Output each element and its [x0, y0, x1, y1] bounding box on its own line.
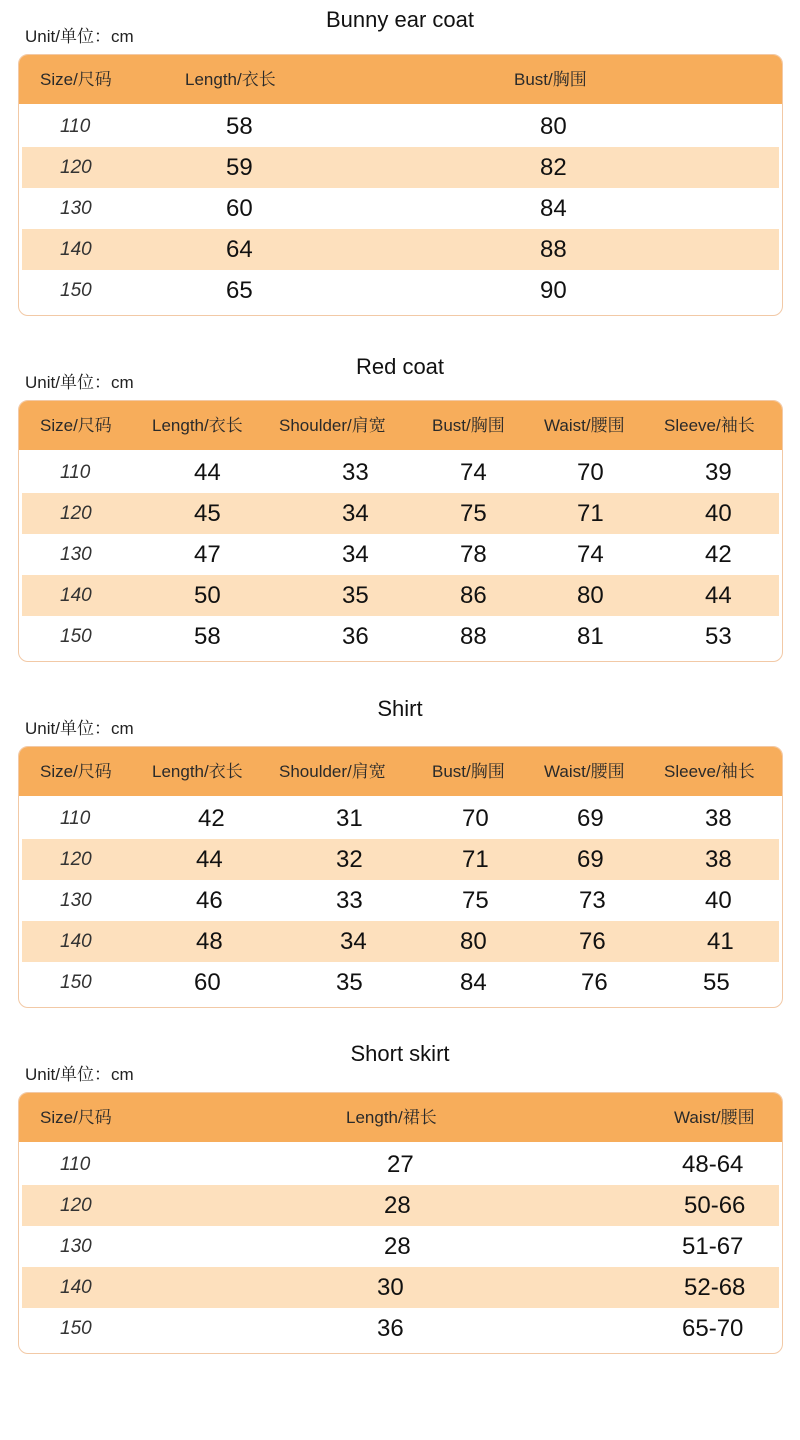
cell-sleeve: 40 [705, 887, 732, 914]
header-sleeve: Sleeve/袖长 [664, 762, 755, 781]
table-row [22, 575, 779, 616]
cell-sleeve: 41 [707, 928, 734, 955]
cell-length: 60 [226, 195, 253, 222]
header-size: Size/尺码 [40, 1108, 112, 1127]
header-length: Length/衣长 [152, 762, 243, 781]
table-row [22, 106, 779, 147]
cell-waist: 65-70 [682, 1315, 744, 1342]
cell-waist: 51-67 [682, 1233, 744, 1260]
cell-size: 150 [60, 280, 92, 301]
unit-label: Unit/单位：cm [25, 27, 134, 46]
cell-shoulder: 31 [336, 805, 363, 832]
table-row [22, 921, 779, 962]
cell-size: 120 [60, 157, 92, 178]
table-title: Shirt [377, 696, 423, 721]
cell-size: 130 [60, 1236, 92, 1257]
cell-sleeve: 39 [705, 459, 732, 486]
cell-length: 65 [226, 277, 253, 304]
cell-size: 120 [60, 849, 92, 870]
cell-size: 110 [60, 462, 91, 483]
cell-sleeve: 38 [705, 846, 732, 873]
header-bust: Bust/胸围 [432, 762, 505, 781]
cell-bust: 82 [540, 154, 567, 181]
cell-size: 110 [60, 1154, 91, 1175]
cell-sleeve: 40 [705, 500, 732, 527]
cell-bust: 88 [540, 236, 567, 263]
table-row [22, 270, 779, 311]
table-row [22, 962, 779, 1003]
cell-length: 30 [377, 1274, 404, 1301]
cell-size: 150 [60, 972, 92, 993]
table-title: Short skirt [350, 1041, 450, 1066]
cell-size: 120 [60, 1195, 92, 1216]
header-waist: Waist/腰围 [544, 762, 625, 781]
cell-bust: 88 [460, 623, 487, 650]
size-table [18, 54, 783, 316]
cell-bust: 86 [460, 582, 487, 609]
unit-label: Unit/单位：cm [25, 373, 134, 392]
cell-length: 48 [196, 928, 223, 955]
cell-waist: 70 [577, 459, 604, 486]
cell-length: 47 [194, 541, 221, 568]
table-row [22, 616, 779, 657]
cell-shoulder: 34 [342, 500, 369, 527]
header-shoulder: Shoulder/肩宽 [279, 762, 386, 781]
cell-waist: 71 [577, 500, 604, 527]
cell-shoulder: 32 [336, 846, 363, 873]
table-row [22, 147, 779, 188]
table-row [22, 188, 779, 229]
cell-size: 130 [60, 198, 92, 219]
table-row [22, 839, 779, 880]
cell-length: 64 [226, 236, 253, 263]
cell-length: 58 [226, 113, 253, 140]
cell-bust: 80 [460, 928, 487, 955]
cell-bust: 84 [540, 195, 567, 222]
cell-shoulder: 33 [336, 887, 363, 914]
header-size: Size/尺码 [40, 762, 112, 781]
size-table [18, 746, 783, 1008]
table-row [22, 1185, 779, 1226]
table-row [22, 534, 779, 575]
table-row [22, 1308, 779, 1349]
table-header [19, 55, 782, 104]
cell-length: 46 [196, 887, 223, 914]
cell-bust: 74 [460, 459, 487, 486]
table-header [19, 1093, 782, 1142]
cell-waist: 50-66 [684, 1192, 746, 1219]
table-row [22, 229, 779, 270]
table-header [19, 401, 782, 450]
cell-sleeve: 53 [705, 623, 732, 650]
unit-label: Unit/单位：cm [25, 719, 134, 738]
cell-sleeve: 42 [705, 541, 732, 568]
cell-size: 120 [60, 503, 92, 524]
size-table [18, 400, 783, 662]
cell-sleeve: 38 [705, 805, 732, 832]
table-row [22, 1226, 779, 1267]
cell-length: 45 [194, 500, 221, 527]
cell-bust: 75 [462, 887, 489, 914]
cell-size: 150 [60, 1318, 92, 1339]
table-row [22, 452, 779, 493]
header-length: Length/衣长 [185, 70, 276, 89]
header-length: Length/衣长 [152, 416, 243, 435]
header-size: Size/尺码 [40, 70, 112, 89]
cell-shoulder: 35 [342, 582, 369, 609]
unit-label: Unit/单位：cm [25, 1065, 134, 1084]
header-waist: Waist/腰围 [544, 416, 625, 435]
cell-length: 60 [194, 969, 221, 996]
header-length: Length/裙长 [346, 1108, 437, 1127]
cell-length: 58 [194, 623, 221, 650]
cell-length: 42 [198, 805, 225, 832]
cell-sleeve: 44 [705, 582, 732, 609]
cell-shoulder: 34 [340, 928, 367, 955]
header-bust: Bust/胸围 [432, 416, 505, 435]
cell-bust: 90 [540, 277, 567, 304]
cell-shoulder: 34 [342, 541, 369, 568]
cell-waist: 81 [577, 623, 604, 650]
cell-bust: 80 [540, 113, 567, 140]
header-waist: Waist/腰围 [674, 1108, 755, 1127]
cell-size: 140 [60, 1277, 92, 1298]
table-row [22, 798, 779, 839]
cell-waist: 69 [577, 846, 604, 873]
cell-waist: 69 [577, 805, 604, 832]
cell-shoulder: 33 [342, 459, 369, 486]
table-title: Red coat [355, 354, 445, 379]
cell-length: 28 [384, 1233, 411, 1260]
header-bust: Bust/胸围 [514, 70, 587, 89]
cell-length: 59 [226, 154, 253, 181]
cell-sleeve: 55 [703, 969, 730, 996]
size-table [18, 1092, 783, 1354]
table-row [22, 1144, 779, 1185]
table-row [22, 493, 779, 534]
cell-waist: 76 [581, 969, 608, 996]
cell-waist: 52-68 [684, 1274, 746, 1301]
table-header [19, 747, 782, 796]
cell-size: 140 [60, 931, 92, 952]
table-row [22, 880, 779, 921]
cell-size: 140 [60, 239, 92, 260]
cell-bust: 71 [462, 846, 489, 873]
cell-waist: 73 [579, 887, 606, 914]
cell-bust: 78 [460, 541, 487, 568]
header-shoulder: Shoulder/肩宽 [279, 416, 386, 435]
cell-size: 150 [60, 626, 92, 647]
cell-waist: 80 [577, 582, 604, 609]
cell-size: 130 [60, 544, 92, 565]
cell-bust: 84 [460, 969, 487, 996]
cell-length: 50 [194, 582, 221, 609]
cell-bust: 75 [460, 500, 487, 527]
cell-size: 130 [60, 890, 92, 911]
cell-waist: 48-64 [682, 1151, 744, 1178]
table-title: Bunny ear coat [326, 7, 474, 32]
cell-waist: 76 [579, 928, 606, 955]
cell-length: 28 [384, 1192, 411, 1219]
cell-length: 36 [377, 1315, 404, 1342]
cell-length: 27 [387, 1151, 414, 1178]
cell-size: 110 [60, 116, 91, 137]
cell-length: 44 [194, 459, 221, 486]
cell-bust: 70 [462, 805, 489, 832]
header-size: Size/尺码 [40, 416, 112, 435]
cell-waist: 74 [577, 541, 604, 568]
cell-length: 44 [196, 846, 223, 873]
cell-size: 110 [60, 808, 91, 829]
header-sleeve: Sleeve/袖长 [664, 416, 755, 435]
cell-shoulder: 36 [342, 623, 369, 650]
cell-shoulder: 35 [336, 969, 363, 996]
cell-size: 140 [60, 585, 92, 606]
table-row [22, 1267, 779, 1308]
